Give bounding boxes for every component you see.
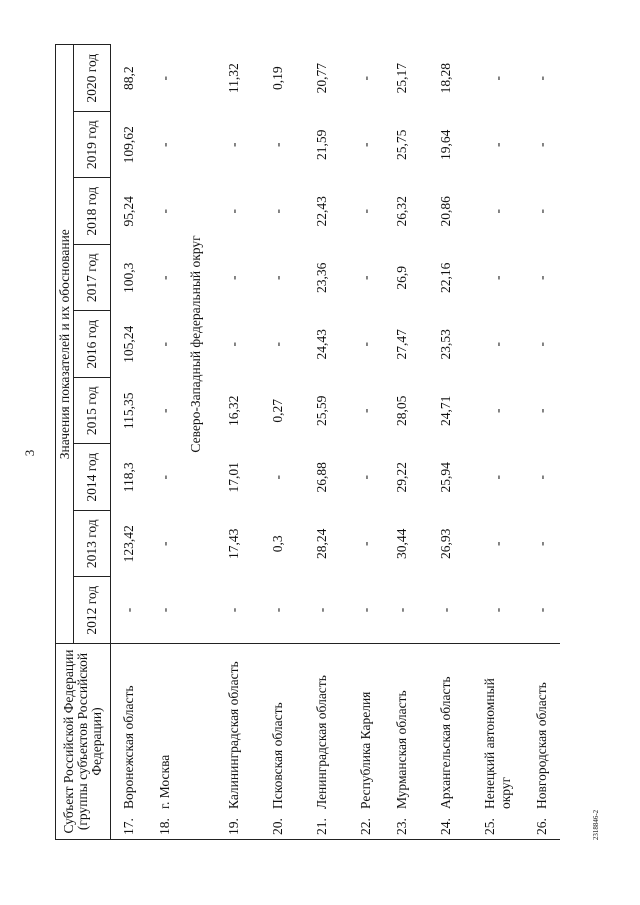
- value-cell: -: [157, 142, 172, 147]
- value-cell: 105,24: [121, 325, 136, 363]
- value-cell: -: [534, 142, 549, 147]
- value-cell: 0,3: [270, 535, 285, 553]
- value-cell: -: [534, 342, 549, 347]
- value-cell: -: [490, 142, 505, 147]
- row-number: 26.: [534, 818, 549, 835]
- value-cell: -: [534, 75, 549, 81]
- value-cell: -: [534, 475, 549, 480]
- value-cell: -: [157, 209, 172, 214]
- year-header: 2017 год: [74, 245, 111, 312]
- row-number: 25.: [482, 818, 497, 835]
- table-row: [260, 45, 296, 840]
- subject-name: Мурманская область: [394, 690, 409, 809]
- value-cell: -: [358, 342, 373, 347]
- table-row: [384, 45, 420, 840]
- value-cell: -: [157, 275, 172, 280]
- year-header: 2014 год: [74, 444, 111, 511]
- value-cell: -: [358, 541, 373, 546]
- value-cell: 24,71: [438, 395, 453, 426]
- year-header: 2018 год: [74, 178, 111, 245]
- value-cell: 26,32: [394, 196, 409, 227]
- value-cell: -: [490, 275, 505, 280]
- value-cell: 19,64: [438, 129, 453, 160]
- value-cell: 23,36: [314, 262, 329, 293]
- table-row: [208, 45, 260, 840]
- value-cell: -: [270, 142, 285, 147]
- value-cell: 25,59: [314, 395, 329, 426]
- value-cell: 21,59: [314, 129, 329, 160]
- row-number: 21.: [314, 818, 329, 835]
- value-cell: 25,75: [394, 129, 409, 160]
- value-cell: 29,22: [394, 462, 409, 493]
- subject-cell: [111, 644, 148, 840]
- value-cell: 109,62: [121, 126, 136, 164]
- value-cell: -: [490, 541, 505, 546]
- subject-name: Псковская область: [270, 702, 285, 809]
- subject-cell: [296, 644, 348, 840]
- value-cell: 26,88: [314, 462, 329, 493]
- value-cell: -: [394, 607, 409, 613]
- value-cell: -: [270, 342, 285, 347]
- value-cell: -: [226, 209, 241, 214]
- value-cell: -: [438, 607, 453, 613]
- value-cell: -: [226, 607, 241, 613]
- table-row: [147, 45, 183, 840]
- subject-name: Архангельская область: [438, 676, 453, 809]
- row-number: 20.: [270, 818, 285, 835]
- value-cell: -: [534, 607, 549, 613]
- value-cell: -: [358, 209, 373, 214]
- table-row: [348, 45, 384, 840]
- value-cell: 25,94: [438, 462, 453, 493]
- value-cell: -: [157, 475, 172, 480]
- indicators-table: [55, 44, 560, 840]
- subject-cell: [208, 644, 260, 840]
- value-cell: 100,3: [121, 262, 136, 293]
- year-header: 2012 год: [74, 577, 111, 644]
- value-cell: 22,43: [314, 196, 329, 227]
- value-cell: -: [270, 475, 285, 480]
- value-cell: 0,19: [270, 66, 285, 91]
- table-row: [524, 45, 560, 840]
- values-column-header: Значения показателей и их обоснование: [56, 45, 74, 644]
- subject-name: Республика Карелия: [358, 691, 373, 809]
- row-number: 24.: [438, 818, 453, 835]
- value-cell: 23,53: [438, 329, 453, 360]
- value-cell: -: [226, 142, 241, 147]
- value-cell: -: [121, 607, 136, 613]
- subject-cell: [260, 644, 296, 840]
- subject-name: Новгородская область: [534, 682, 549, 809]
- value-cell: -: [226, 342, 241, 347]
- row-number: 18.: [157, 818, 172, 835]
- value-cell: -: [358, 275, 373, 280]
- value-cell: 28,24: [314, 528, 329, 559]
- subject-cell: [147, 644, 183, 840]
- subject-name: Калининградская область: [226, 661, 241, 809]
- row-number: 19.: [226, 818, 241, 835]
- row-number: 22.: [358, 818, 373, 835]
- value-cell: 16,32: [226, 395, 241, 426]
- value-cell: 0,27: [270, 398, 285, 423]
- value-cell: 26,9: [394, 265, 409, 290]
- subject-name: Ленинградская область: [314, 675, 329, 809]
- row-number: 17.: [121, 818, 136, 835]
- subject-cell: [384, 644, 420, 840]
- federal-district-heading: Северо-Западный федеральный округ: [187, 235, 203, 453]
- district-row: [183, 45, 208, 840]
- value-cell: -: [490, 342, 505, 347]
- subject-name: Воронежская область: [121, 685, 136, 809]
- value-cell: -: [270, 607, 285, 613]
- value-cell: 18,28: [438, 63, 453, 94]
- value-cell: 20,86: [438, 196, 453, 227]
- value-cell: 123,42: [121, 525, 136, 563]
- value-cell: -: [490, 75, 505, 81]
- value-cell: 24,43: [314, 329, 329, 360]
- value-cell: 22,16: [438, 262, 453, 293]
- value-cell: 11,32: [226, 63, 241, 94]
- value-cell: -: [490, 209, 505, 214]
- subject-cell: [420, 644, 472, 840]
- value-cell: -: [490, 408, 505, 413]
- page-number: 3: [22, 449, 37, 457]
- year-header: 2020 год: [74, 45, 111, 112]
- subject-cell: [472, 644, 524, 840]
- value-cell: -: [157, 342, 172, 347]
- value-cell: -: [358, 142, 373, 147]
- value-cell: -: [270, 275, 285, 280]
- value-cell: -: [534, 408, 549, 413]
- value-cell: -: [226, 275, 241, 280]
- year-header: 2013 год: [74, 511, 111, 578]
- value-cell: 95,24: [121, 196, 136, 227]
- year-header: 2015 год: [74, 378, 111, 445]
- subject-cell: [524, 644, 560, 840]
- document-code: 2318846-2: [592, 809, 600, 841]
- row-number: 23.: [394, 818, 409, 835]
- table-row: [296, 45, 348, 840]
- subject-cell: [348, 644, 384, 840]
- value-cell: 17,01: [226, 462, 241, 493]
- value-cell: -: [490, 607, 505, 613]
- value-cell: -: [358, 475, 373, 480]
- district-spacer-cell: [183, 644, 208, 840]
- table-row: [111, 45, 148, 840]
- value-cell: 118,3: [121, 462, 136, 493]
- value-cell: 30,44: [394, 528, 409, 559]
- table-row: [472, 45, 524, 840]
- value-cell: 27,47: [394, 329, 409, 360]
- value-cell: -: [358, 607, 373, 613]
- value-cell: -: [157, 75, 172, 81]
- value-cell: 17,43: [226, 528, 241, 559]
- year-header: 2019 год: [74, 112, 111, 179]
- value-cell: -: [157, 607, 172, 613]
- value-cell: -: [157, 541, 172, 546]
- value-cell: 115,35: [121, 392, 136, 430]
- subject-name: г. Москва: [157, 754, 172, 809]
- indicators-table-wrapper: [55, 45, 585, 840]
- value-cell: -: [534, 209, 549, 214]
- subject-name: Ненецкий автономный округ: [482, 678, 513, 809]
- value-cell: -: [157, 408, 172, 413]
- value-cell: -: [314, 607, 329, 613]
- value-cell: 20,77: [314, 63, 329, 94]
- value-cell: -: [358, 75, 373, 81]
- table-header: [56, 45, 111, 840]
- year-header: 2016 год: [74, 311, 111, 378]
- subject-column-header: Субъект Российской Федерации (группы субъектов Российской Федерации): [56, 644, 111, 840]
- value-cell: -: [358, 408, 373, 413]
- value-cell: 25,17: [394, 63, 409, 94]
- value-cell: 26,93: [438, 528, 453, 559]
- value-cell: -: [534, 541, 549, 546]
- value-cell: -: [270, 209, 285, 214]
- table-row: [420, 45, 472, 840]
- value-cell: 28,05: [394, 395, 409, 426]
- value-cell: 88,2: [121, 66, 136, 91]
- value-cell: -: [490, 475, 505, 480]
- table-body: [111, 45, 561, 840]
- value-cell: -: [534, 275, 549, 280]
